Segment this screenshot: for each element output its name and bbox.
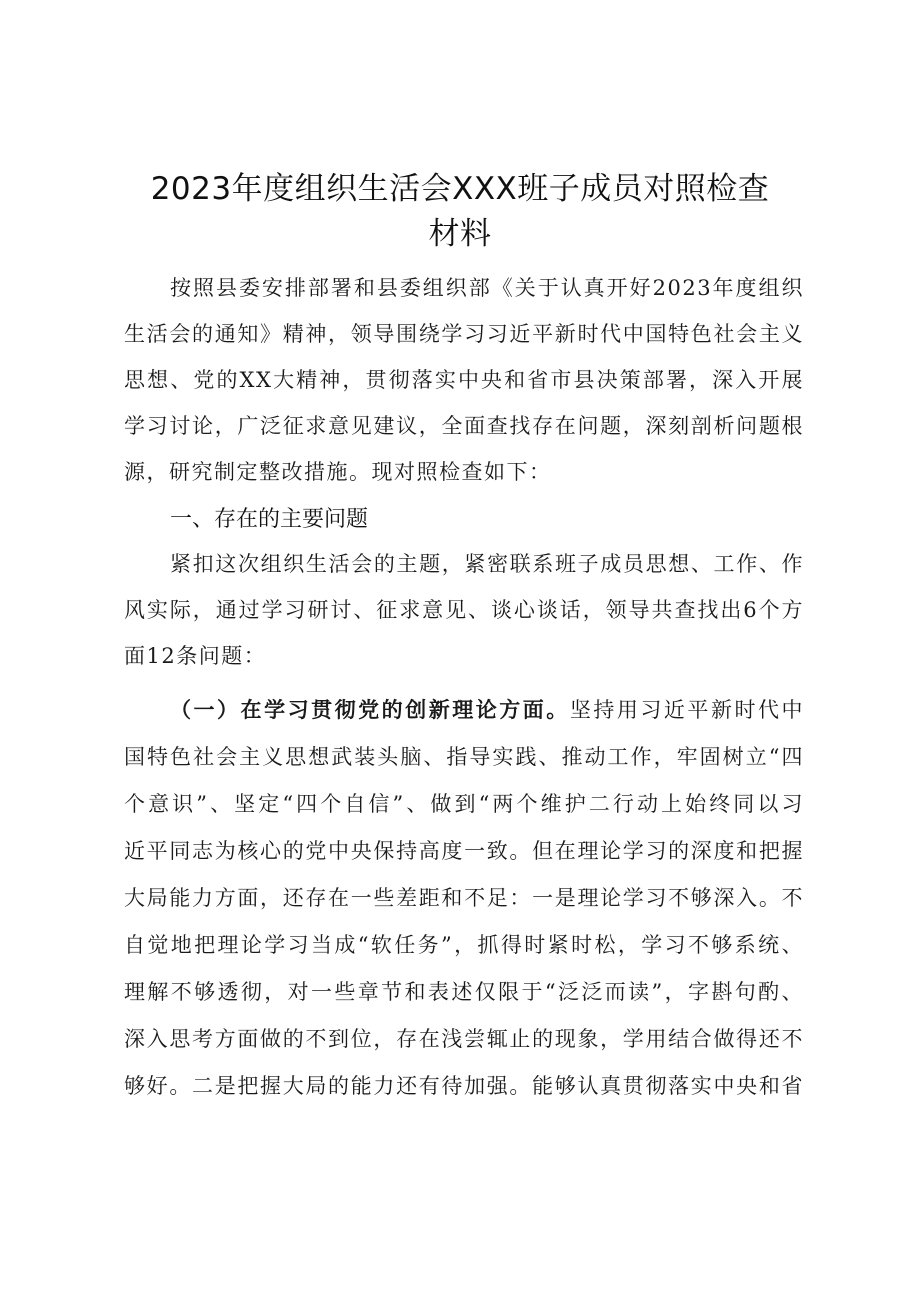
document-title-line-2: 材料	[428, 216, 492, 252]
subsection-line: 够好。二是把握大局的能力还有待加强。能够认真贯彻落实中央和省	[124, 1074, 804, 1098]
subsection-line: 大局能力方面，还存在一些差距和不足：一是理论学习不够深入。不	[124, 886, 804, 910]
section-line: 面12条问题：	[124, 644, 267, 668]
intro-line: 思想、党的XX大精神，贯彻落实中央和省市县决策部署，深入开展	[124, 368, 804, 392]
subsection-line: 自觉地把理论学习当成“软任务”，抓得时紧时松，学习不够系统、	[124, 933, 804, 957]
intro-line: 生活会的通知》精神，领导围绕学习习近平新时代中国特色社会主义	[124, 322, 804, 346]
subsection-line: 理解不够透彻，对一些章节和表述仅限于“泛泛而读”，字斟句酌、	[124, 980, 804, 1004]
intro-line: 源，研究制定整改措施。现对照检查如下：	[124, 460, 552, 484]
section-line: 紧扣这次组织生活会的主题，紧密联系班子成员思想、工作、作	[170, 552, 804, 576]
intro-line: 按照县委安排部署和县委组织部《关于认真开好2023年度组织	[170, 276, 804, 300]
intro-line: 学习讨论，广泛征求意见建议，全面查找存在问题，深刻剖析问题根	[124, 414, 804, 438]
subsection-bold-lead: （一）在学习贯彻党的创新理论方面。	[170, 697, 570, 722]
subsection-line: 个意识”、坚定“四个自信”、做到“两个维护二行动上始终同以习	[124, 792, 804, 816]
section-line: 风实际，通过学习研讨、征求意见、谈心谈话，领导共查找出6个方	[124, 598, 804, 622]
subsection-line: 国特色社会主义思想武装头脑、指导实践、推动工作，牢固树立“四	[124, 745, 804, 769]
subsection-first-line	[170, 694, 804, 724]
subsection-line: 近平同志为核心的党中央保持高度一致。但在理论学习的深度和把握	[124, 839, 804, 863]
subsection-line: 深入思考方面做的不到位，存在浅尝辄止的现象，学用结合做得还不	[124, 1027, 804, 1051]
section-heading: 一、存在的主要问题	[170, 507, 369, 532]
subsection-first-line-rest: 坚持用习近平新时代中	[569, 698, 805, 722]
document-title-line-1: 2023年度组织生活会XXX班子成员对照检查	[150, 171, 770, 207]
